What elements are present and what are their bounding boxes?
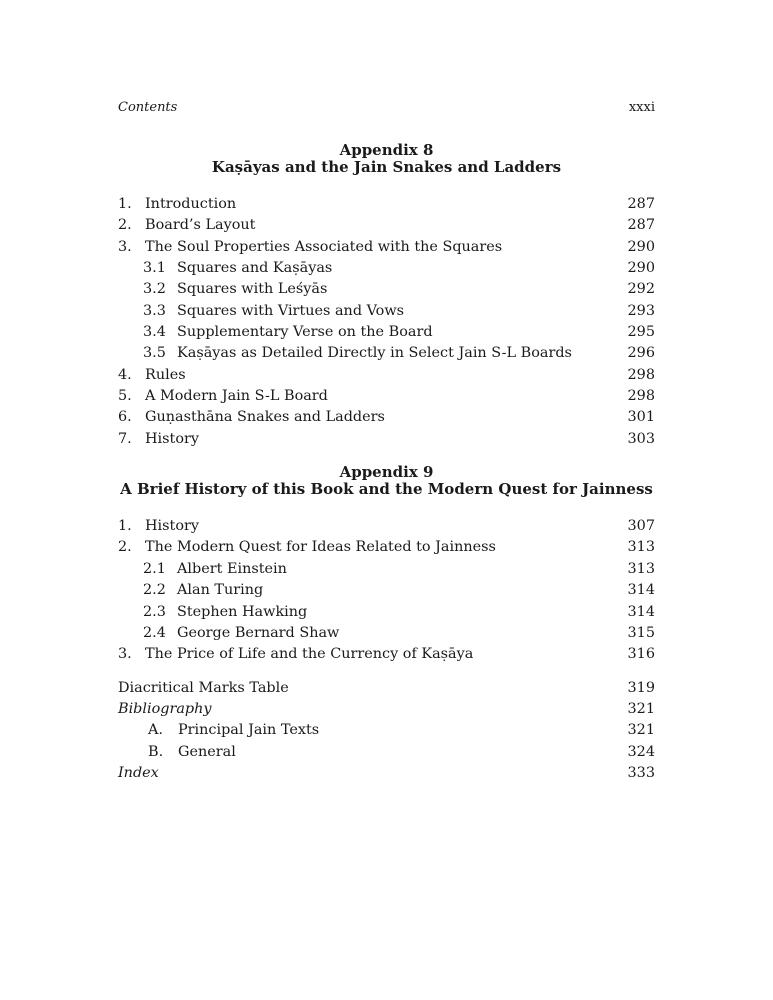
entry-number: 2.1 bbox=[143, 560, 166, 577]
entry-number: B. bbox=[148, 743, 164, 760]
entry-page-number: 321 bbox=[627, 700, 655, 717]
toc-section bbox=[118, 678, 655, 785]
toc-entry bbox=[118, 644, 655, 665]
toc-section bbox=[118, 142, 655, 450]
entry-title: Squares with Leśyās bbox=[177, 281, 328, 298]
entry-number: 2. bbox=[118, 217, 132, 234]
entry-number: 3.3 bbox=[143, 302, 166, 319]
entry-title: Diacritical Marks Table bbox=[118, 679, 289, 696]
toc-entry bbox=[118, 407, 655, 428]
toc-entry bbox=[118, 237, 655, 258]
entry-number: 7. bbox=[118, 430, 132, 447]
entry-number: 3. bbox=[118, 646, 132, 663]
entry-number: 2.4 bbox=[143, 624, 166, 641]
entry-page-number: 296 bbox=[627, 345, 655, 362]
entry-title: Guṇasthāna Snakes and Ladders bbox=[145, 409, 385, 426]
page-header bbox=[118, 100, 655, 116]
entry-number: 2. bbox=[118, 539, 132, 556]
entry-page-number: 298 bbox=[627, 388, 655, 405]
toc-entry bbox=[118, 215, 655, 236]
toc-entry bbox=[143, 343, 655, 364]
toc-entry bbox=[118, 537, 655, 558]
toc-entry bbox=[148, 720, 655, 741]
entry-page-number: 324 bbox=[627, 743, 655, 760]
entry-title: History bbox=[145, 518, 199, 535]
toc-entry bbox=[143, 301, 655, 322]
entry-title: Supplementary Verse on the Board bbox=[177, 324, 433, 341]
entry-page-number: 303 bbox=[627, 430, 655, 447]
toc-entry bbox=[143, 258, 655, 279]
toc-section bbox=[118, 464, 655, 665]
entry-list bbox=[118, 194, 655, 450]
entry-number: 2.3 bbox=[143, 603, 166, 620]
entry-page-number: 321 bbox=[627, 722, 655, 739]
entry-page-number: 314 bbox=[627, 582, 655, 599]
entry-title: Rules bbox=[145, 366, 186, 383]
entry-title: A Modern Jain S-L Board bbox=[145, 388, 328, 405]
entry-title: George Bernard Shaw bbox=[177, 624, 340, 641]
entry-page-number: 314 bbox=[627, 603, 655, 620]
entry-title: Squares with Virtues and Vows bbox=[177, 302, 405, 319]
entry-number: 2.2 bbox=[143, 582, 166, 599]
entry-number: 3. bbox=[118, 238, 132, 255]
entry-page-number: 287 bbox=[627, 196, 655, 212]
toc-entry bbox=[118, 678, 655, 699]
toc-entry bbox=[118, 386, 655, 407]
entry-title: Alan Turing bbox=[177, 582, 264, 599]
toc-entry bbox=[118, 763, 655, 784]
section-heading-line2: A Brief History of this Book and the Modern Quest for Jainness bbox=[120, 479, 653, 498]
entry-number: 5. bbox=[118, 388, 132, 405]
toc-entry bbox=[143, 322, 655, 343]
toc-entry bbox=[118, 194, 655, 215]
entry-title: Principal Jain Texts bbox=[178, 722, 320, 739]
toc-entry bbox=[143, 602, 655, 623]
toc-entry bbox=[118, 365, 655, 386]
entry-title: The Modern Quest for Ideas Related to Jainness bbox=[145, 539, 496, 556]
toc-entry bbox=[143, 623, 655, 644]
entry-number: 1. bbox=[118, 196, 132, 212]
section-heading bbox=[118, 142, 655, 175]
toc-entry bbox=[148, 742, 655, 763]
entry-number: 3.1 bbox=[143, 260, 166, 277]
entry-page-number: 290 bbox=[627, 260, 655, 277]
entry-number: 6. bbox=[118, 409, 132, 426]
entry-number: 3.4 bbox=[143, 324, 166, 341]
entry-title: The Soul Properties Associated with the Squares bbox=[145, 238, 503, 255]
toc-sections bbox=[118, 142, 655, 784]
entry-list bbox=[118, 678, 655, 785]
entry-title: Bibliography bbox=[118, 700, 212, 717]
toc-entry bbox=[118, 699, 655, 720]
entry-number: 1. bbox=[118, 518, 132, 535]
page-number-folio: xxxi bbox=[628, 100, 655, 115]
section-heading-line1: Appendix 9 bbox=[339, 463, 434, 482]
entry-title: General bbox=[178, 743, 236, 760]
entry-title: Index bbox=[118, 764, 159, 781]
running-head: Contents bbox=[118, 100, 178, 115]
entry-page-number: 295 bbox=[627, 324, 655, 341]
entry-title: History bbox=[145, 430, 199, 447]
toc-entry bbox=[143, 279, 655, 300]
section-heading bbox=[118, 464, 655, 497]
toc-entry bbox=[143, 580, 655, 601]
entry-page-number: 316 bbox=[627, 646, 655, 663]
entry-page-number: 298 bbox=[627, 366, 655, 383]
entry-title: Kaṣāyas as Detailed Directly in Select Jain S-L Boards bbox=[177, 345, 572, 362]
entry-title: Introduction bbox=[145, 196, 237, 212]
entry-page-number: 290 bbox=[627, 238, 655, 255]
entry-number: 3.2 bbox=[143, 281, 166, 298]
entry-page-number: 292 bbox=[627, 281, 655, 298]
entry-title: The Price of Life and the Currency of Kaṣāya bbox=[145, 646, 474, 663]
entry-page-number: 293 bbox=[627, 302, 655, 319]
entry-page-number: 315 bbox=[627, 624, 655, 641]
entry-page-number: 333 bbox=[627, 764, 655, 781]
entry-page-number: 287 bbox=[627, 217, 655, 234]
entry-page-number: 313 bbox=[627, 539, 655, 556]
entry-title: Squares and Kaṣāyas bbox=[177, 260, 333, 277]
section-heading-line2: Kaṣāyas and the Jain Snakes and Ladders bbox=[211, 157, 562, 176]
entry-page-number: 307 bbox=[627, 518, 655, 535]
toc-entry bbox=[118, 516, 655, 537]
toc-entry bbox=[118, 429, 655, 450]
section-heading-line1: Appendix 8 bbox=[339, 141, 434, 159]
entry-number: 4. bbox=[118, 366, 132, 383]
entry-title: Board’s Layout bbox=[145, 217, 256, 234]
entry-title: Stephen Hawking bbox=[177, 603, 308, 620]
entry-page-number: 301 bbox=[627, 409, 655, 426]
entry-title: Albert Einstein bbox=[177, 560, 287, 577]
entry-list bbox=[118, 516, 655, 665]
entry-page-number: 319 bbox=[627, 679, 655, 696]
toc-entry bbox=[143, 559, 655, 580]
entry-page-number: 313 bbox=[627, 560, 655, 577]
entry-number: 3.5 bbox=[143, 345, 166, 362]
entry-number: A. bbox=[148, 722, 163, 739]
